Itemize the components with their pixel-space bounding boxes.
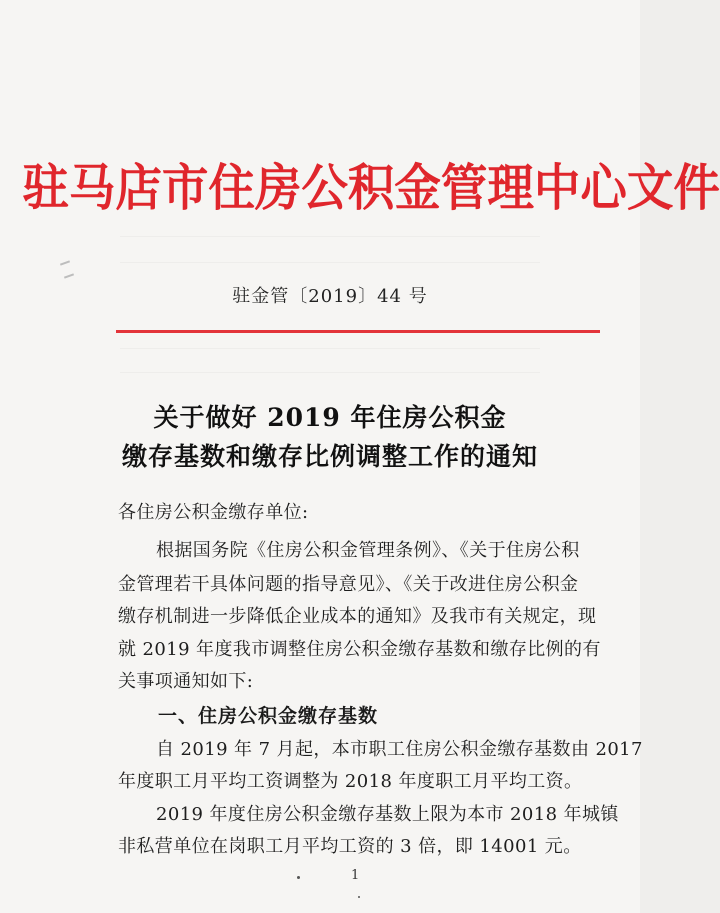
page-number: 1 (351, 868, 360, 883)
bleed-line (120, 262, 540, 263)
red-divider (116, 330, 600, 333)
salutation: 各住房公积金缴存单位: (118, 502, 309, 523)
paper-mark (60, 260, 70, 265)
section-heading: 一、住房公积金缴存基数 (158, 705, 379, 727)
header-title: 驻马店市住房公积金管理中心文件 (22, 158, 720, 217)
bleed-line (120, 348, 540, 349)
body-line: 关事项通知如下: (118, 671, 254, 692)
paper-speck (297, 876, 300, 879)
body-line: 缴存机制进一步降低企业成本的通知》及我市有关规定，现 (118, 606, 597, 627)
bleed-line (120, 236, 540, 237)
body-line: 根据国务院《住房公积金管理条例》、《关于住房公积 (156, 540, 580, 561)
body-line: 金管理若干具体问题的指导意见》、《关于改进住房公积金 (118, 574, 579, 595)
notice-title-line1: 关于做好 2019 年住房公积金 (153, 403, 507, 432)
paper-speck (358, 896, 360, 898)
section-line: 非私营单位在岗职工月平均工资的 3 倍，即 14001 元。 (118, 836, 582, 857)
paper-mark (64, 273, 74, 278)
notice-title-line2: 缴存基数和缴存比例调整工作的通知 (121, 442, 538, 471)
body-line: 就 2019 年度我市调整住房公积金缴存基数和缴存比例的有 (118, 639, 601, 660)
section-line: 2019 年度住房公积金缴存基数上限为本市 2018 年城镇 (156, 804, 619, 825)
section-line: 年度职工月平均工资调整为 2018 年度职工月平均工资。 (118, 771, 583, 792)
document-number: 驻金管〔2019〕44 号 (232, 286, 428, 307)
bleed-line (120, 372, 540, 373)
section-line: 自 2019 年 7 月起，本市职工住房公积金缴存基数由 2017 (156, 739, 643, 760)
